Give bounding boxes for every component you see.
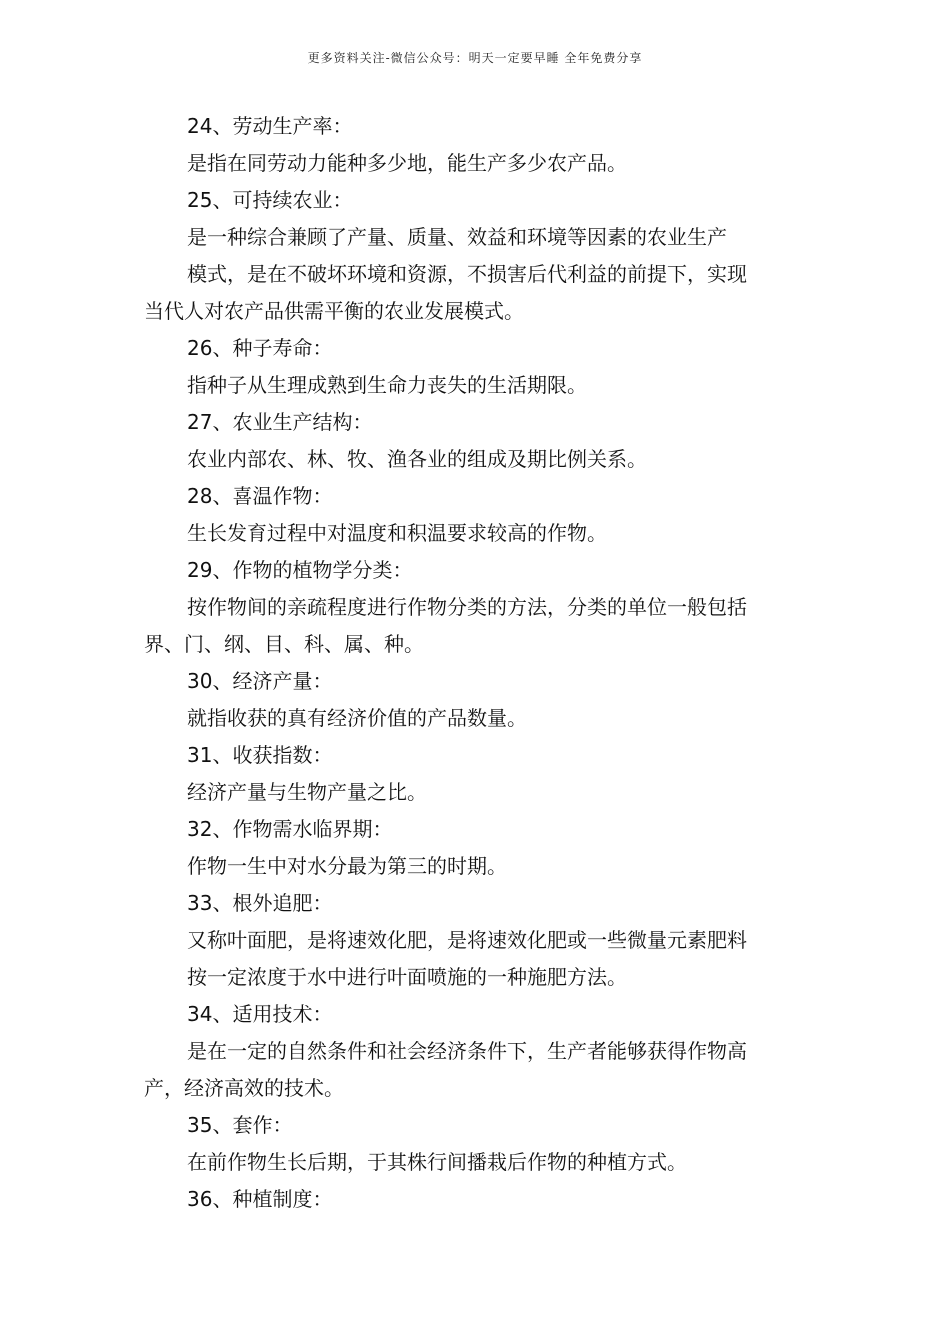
term-heading: 31、收获指数： — [187, 743, 333, 767]
term-heading: 29、作物的植物学分类： — [187, 558, 413, 582]
glossary-content — [144, 108, 814, 1218]
term-heading: 34、适用技术： — [187, 1002, 333, 1026]
term-heading: 32、作物需水临界期： — [187, 817, 393, 841]
definition-line: 是指在同劳动力能种多少地，能生产多少农产品。 — [187, 151, 627, 175]
term-heading: 24、劳动生产率： — [187, 114, 353, 138]
definition-line: 界、门、纲、目、科、属、种。 — [144, 632, 424, 656]
definition-line: 又称叶面肥，是将速效化肥，是将速效化肥或一些微量元素肥料 — [187, 928, 747, 952]
term-heading: 25、可持续农业： — [187, 188, 353, 212]
definition-line: 在前作物生长后期，于其株行间播栽后作物的种植方式。 — [187, 1150, 687, 1174]
definition-line: 产，经济高效的技术。 — [144, 1076, 344, 1100]
definition-line: 生长发育过程中对温度和积温要求较高的作物。 — [187, 521, 607, 545]
page-header: 更多资料关注-微信公众号：明天一定要早睡 全年免费分享 — [307, 51, 643, 65]
definition-line: 经济产量与生物产量之比。 — [187, 780, 427, 804]
term-heading: 26、种子寿命： — [187, 336, 333, 360]
term-heading: 30、经济产量： — [187, 669, 333, 693]
term-heading: 35、套作： — [187, 1113, 293, 1137]
term-heading: 36、种植制度： — [187, 1187, 333, 1211]
definition-line: 指种子从生理成熟到生命力丧失的生活期限。 — [187, 373, 587, 397]
definition-line: 模式，是在不破坏环境和资源，不损害后代利益的前提下，实现 — [187, 262, 747, 286]
definition-line: 当代人对农产品供需平衡的农业发展模式。 — [144, 299, 524, 323]
term-heading: 28、喜温作物： — [187, 484, 333, 508]
definition-line: 就指收获的真有经济价值的产品数量。 — [187, 706, 527, 730]
term-heading: 27、农业生产结构： — [187, 410, 373, 434]
definition-line: 作物一生中对水分最为第三的时期。 — [187, 854, 507, 878]
definition-line: 按作物间的亲疏程度进行作物分类的方法，分类的单位一般包括 — [187, 595, 747, 619]
definition-line: 农业内部农、林、牧、渔各业的组成及期比例关系。 — [187, 447, 647, 471]
term-heading: 33、根外追肥： — [187, 891, 333, 915]
definition-line: 是在一定的自然条件和社会经济条件下，生产者能够获得作物高 — [187, 1039, 747, 1063]
definition-line: 是一种综合兼顾了产量、质量、效益和环境等因素的农业生产 — [187, 225, 727, 249]
definition-line: 按一定浓度于水中进行叶面喷施的一种施肥方法。 — [187, 965, 627, 989]
